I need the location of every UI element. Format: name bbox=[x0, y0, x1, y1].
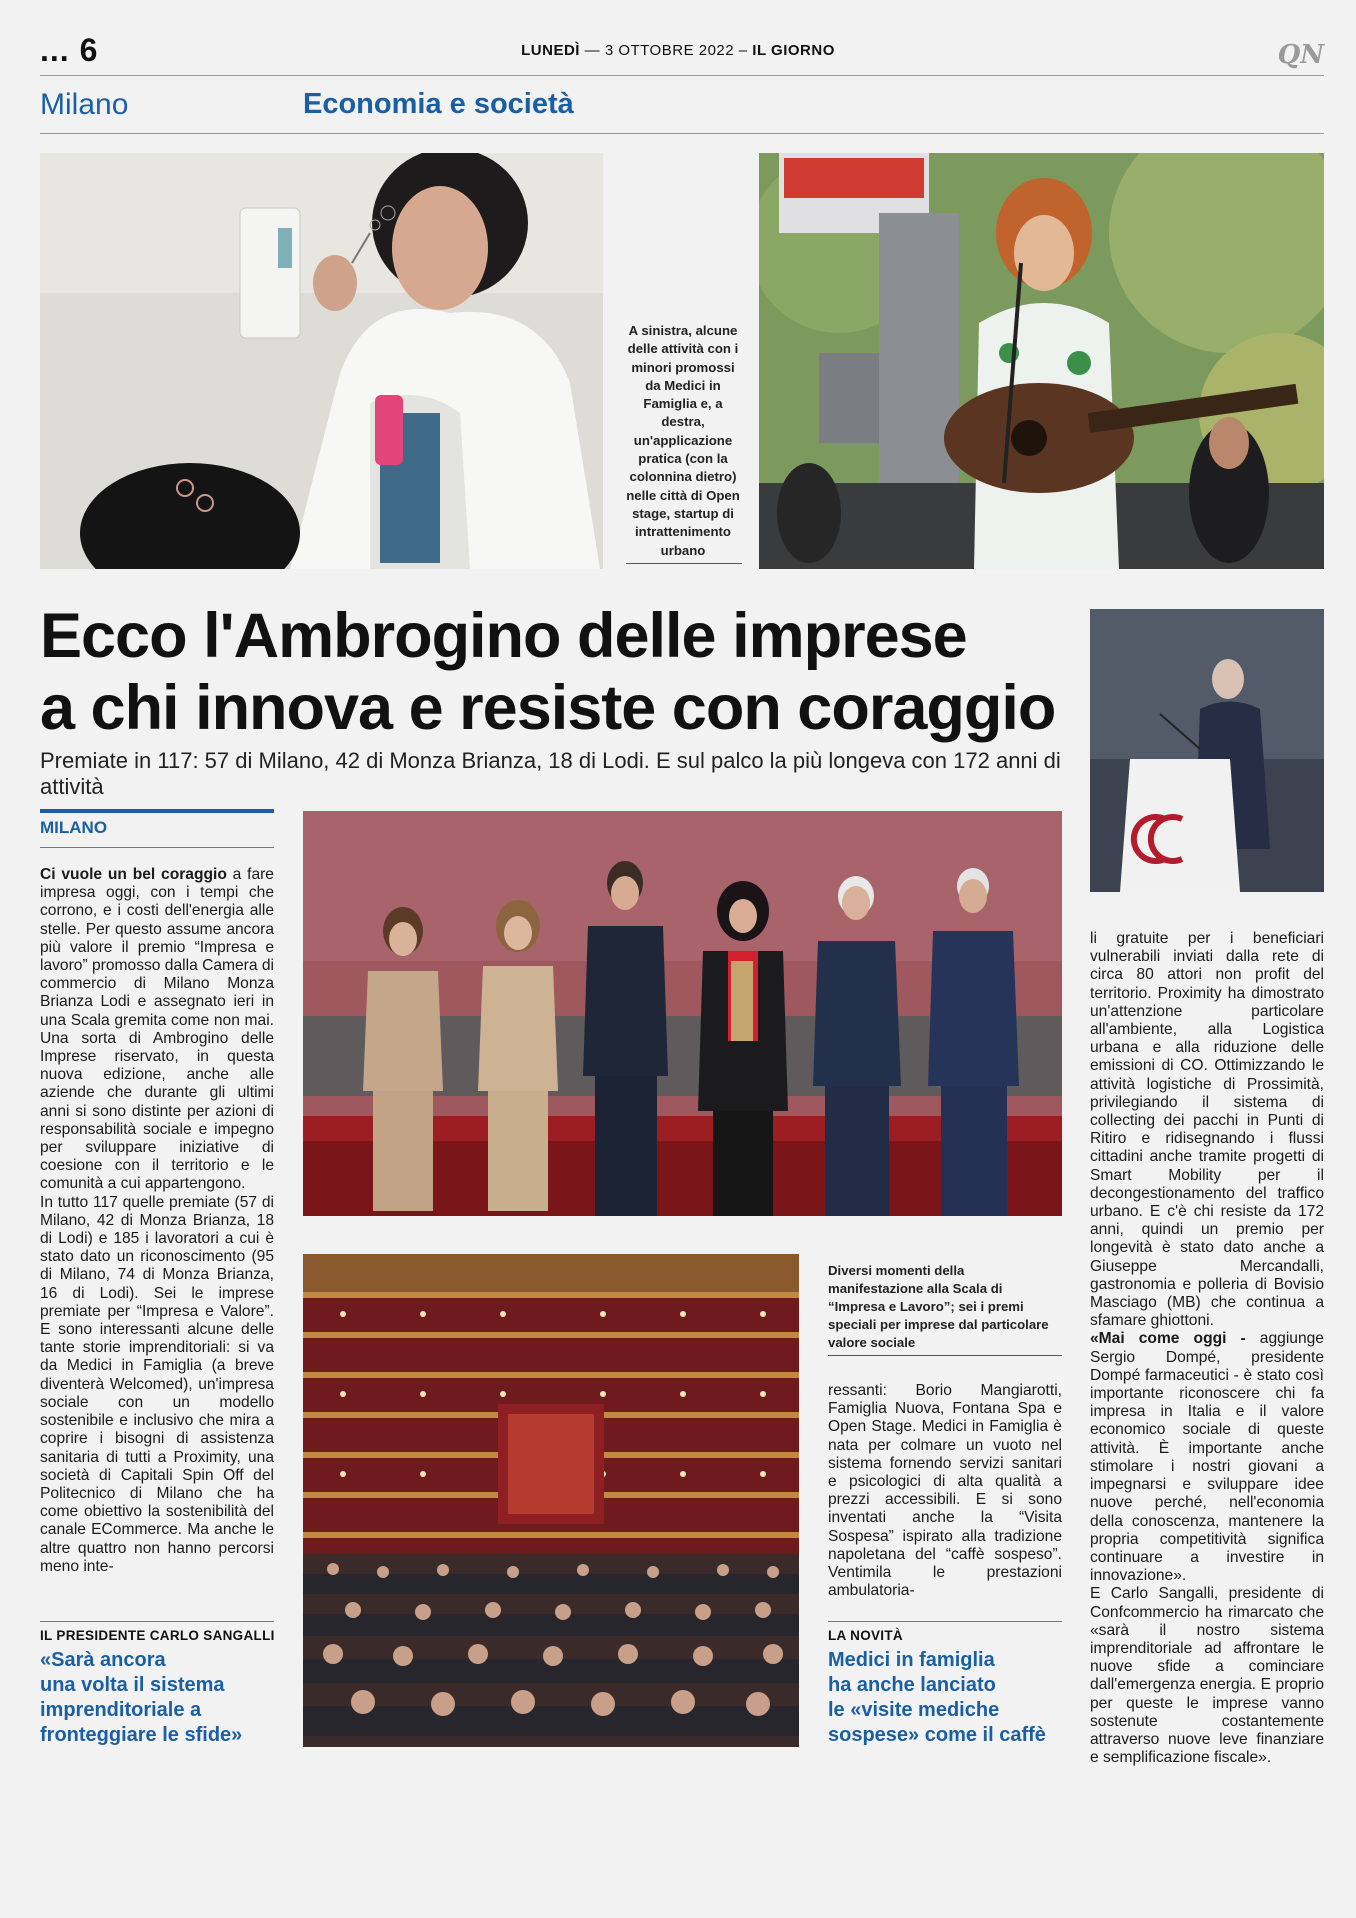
pull-quote-kicker: IL PRESIDENTE CARLO SANGALLI bbox=[40, 1628, 275, 1643]
photo-award-ceremony bbox=[303, 811, 1062, 1216]
paragraph bbox=[40, 866, 274, 1194]
lead-bold: Ci vuole un bel coraggio bbox=[40, 866, 227, 883]
dateline-dash: — bbox=[584, 42, 601, 59]
photo-speaker-podium bbox=[1090, 609, 1324, 892]
caption-rule bbox=[828, 1355, 1062, 1356]
paragraph: In tutto 117 quelle premiate (57 di Milano, 42 di Monza Brianza, 18 di Lodi) e 185 i lavoratori a cui è stato dato un riconoscimento (95 di Milano, 74 di Monza Brianza, 16 di Lodi). Sei le imprese premiate per “Impresa e Valore”. E sono interessanti alcune delle tante storie imprenditoriali: si va da Medici in Famiglia (a breve diventerà Welcomed), un'impresa sociale con un modello sostenibile e inclusivo che mira a coprire i bisogni di assistenza sanitaria di tutti a Proximity, una società di Capitali Spin Off del Politecnico di Milano che ha come obiettivo la sostenibilità del canale ECommerce. Ma anche le altre quattro non hanno percorsi meno inte- bbox=[40, 1193, 274, 1575]
dateline bbox=[0, 42, 1356, 59]
header-rule bbox=[40, 75, 1324, 76]
paragraph: ressanti: Borio Mangiarotti, Famiglia Nuova, Fontana Spa e Open Stage. Medici in Famiglia è nata per colmare un vuoto nel sistema fornendo servizi sanitari e psicologici di alta qualità a prezzi accessibili. E si sono inventati anche la “Visita Sospesa” ispirato alla tradizione napoletana del “caffè sospeso”. Ventimila le prestazioni ambulatoria- bbox=[828, 1382, 1062, 1600]
kicker-rule bbox=[40, 847, 274, 848]
kicker: MILANO bbox=[40, 818, 108, 837]
headline bbox=[40, 600, 1080, 744]
qn-logo: QN bbox=[1277, 40, 1324, 70]
pull-quote-rule bbox=[828, 1621, 1062, 1622]
dateline-date: 3 OTTOBRE 2022 bbox=[604, 42, 735, 59]
pull-quote-line: fronteggiare le sfide» bbox=[40, 1724, 243, 1746]
dateline-dash: – bbox=[738, 42, 748, 59]
photo-woman-bubbles bbox=[40, 153, 603, 569]
paragraph bbox=[1090, 1330, 1324, 1585]
subhead: Premiate in 117: 57 di Milano, 42 di Monza Brianza, 18 di Lodi. E sul palco la più longeva con 172 anni di attività bbox=[40, 748, 1061, 799]
pull-quote-line: Medici in famiglia bbox=[828, 1649, 995, 1671]
section-rule bbox=[40, 133, 1324, 134]
pull-quote-rule bbox=[40, 1621, 274, 1622]
article-column-3 bbox=[828, 1382, 1062, 1600]
section-name: Economia e società bbox=[303, 88, 574, 120]
pull-quote-kicker: LA NOVITÀ bbox=[828, 1628, 903, 1643]
dateline-day: LUNEDÌ bbox=[521, 42, 580, 59]
article-column-4 bbox=[1090, 930, 1324, 1767]
caption-top-photos: A sinistra, alcune delle attività con i minori promossi da Medici in Famiglia e, a destra, un'applicazione pratica (con la colonnina dietro) nelle città di Open stage, startup di intrattenimento urbano bbox=[626, 323, 740, 558]
pull-quote-line: le «visite mediche bbox=[828, 1699, 1000, 1721]
article-column-1 bbox=[40, 866, 274, 1576]
pull-quote-line: ha anche lanciato bbox=[828, 1674, 996, 1696]
pull-quote bbox=[828, 1648, 1068, 1748]
headline-line: a chi innova e resiste con coraggio bbox=[40, 673, 1056, 743]
pull-quote-line: «Sarà ancora bbox=[40, 1649, 166, 1671]
pull-quote-line: imprenditoriale a bbox=[40, 1699, 202, 1721]
photo-scala-theatre bbox=[303, 1254, 799, 1747]
pull-quote-line: una volta il sistema bbox=[40, 1674, 225, 1696]
section-city: Milano bbox=[40, 88, 129, 121]
paragraph-bold-lead: «Mai come oggi - bbox=[1090, 1330, 1246, 1348]
paragraph: E Carlo Sangalli, presidente di Confcommercio ha rimarcato che «sarà il nostro sistema imprenditoriale ad affrontare le nuove sfide a cominciare dall'emergenza energia. E proprio per queste le imprese vanno sostenute costantemente attraverso nuove leve finanziare e semplificazione fiscale». bbox=[1090, 1585, 1324, 1767]
headline-line: Ecco l'Ambrogino delle imprese bbox=[40, 601, 967, 671]
dateline-newspaper: IL GIORNO bbox=[752, 42, 835, 59]
pull-quote-line: sospese» come il caffè bbox=[828, 1724, 1046, 1746]
pull-quote bbox=[40, 1648, 280, 1748]
paragraph-text: aggiunge Sergio Dompé, presidente Dompé farmaceutici - è stato così importante riconoscere chi fa impresa in Italia e il valore economico sociale di queste attività. È importante anche stimolare i nostri giovani a impegnarsi e sviluppare idee nuove perché, nell'economia della conoscenza, mantenere la propria competitività significa continuare a investire in innovazione». bbox=[1090, 1330, 1324, 1585]
caption-rule bbox=[626, 563, 742, 564]
kicker-bar bbox=[40, 809, 274, 813]
page-number: ... 6 bbox=[40, 32, 99, 68]
photo-guitar-singer bbox=[759, 153, 1324, 569]
caption-mid-photos: Diversi momenti della manifestazione alla Scala di “Impresa e Lavoro”; sei i premi speciali per imprese dal particolare valore sociale bbox=[828, 1263, 1049, 1350]
paragraph-text: a fare impresa oggi, con i tempi che corrono, e i costi dell'energia alle stelle. Per questo assume ancora più valore il premio “Impresa e lavoro” promosso dalla Camera di commercio di Milano Monza Brianza Lodi e assegnato ieri in una Scala gremita come non mai. Una sorta di Ambrogino delle Imprese riservato, in questa nuova edizione, anche alle aziende che durante gli ultimi anni si sono distinte per azioni di responsabilità sociale e impegno per sviluppare iniziative di coesione con il territorio e le comunità a cui appartengono. bbox=[40, 866, 275, 1193]
paragraph: li gratuite per i beneficiari vulnerabili inviati dalla rete di circa 80 attori non profit del territorio. Proximity ha dimostrato un'attenzione particolare all'ambiente, alla Logistica urbana e alla riduzione delle emissioni di CO. Ottimizzando le attività logistiche di Prossimità, privilegiando il sistema di collecting dei pacchi in Punti di Ritiro e ridisegnando i flussi cittadini anche tramite progetti di Smart Mobility per il decongestionamento del traffico urbano. E c'è chi resiste da 172 anni, quindi un premio per longevità è stato dato anche a Giuseppe Mercandalli, gastronomia e polleria di Bovisio Masciago (MB) che continua a sfamare ghiottoni. bbox=[1090, 930, 1324, 1330]
